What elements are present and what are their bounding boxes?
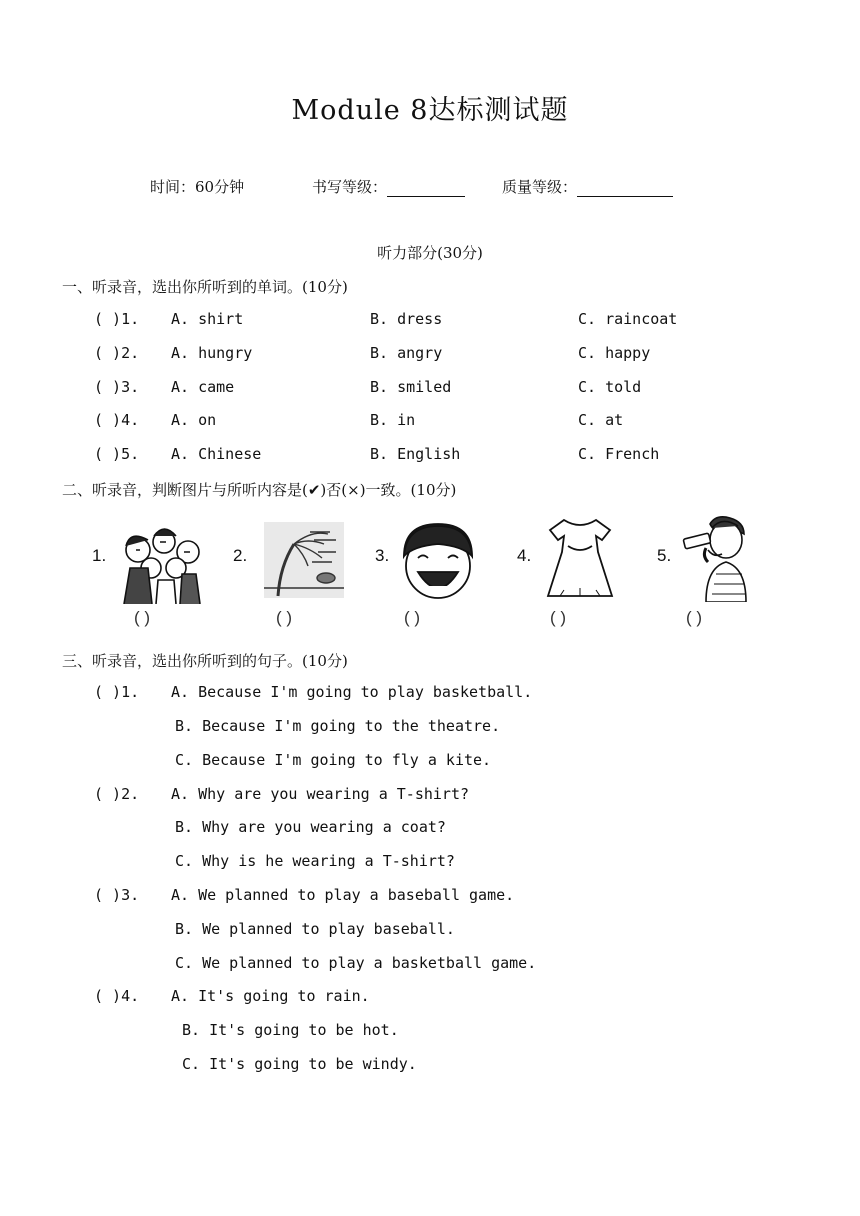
s1-q2-option-c: C. happy xyxy=(578,344,651,362)
section1-heading: 一、听录音，选出你所听到的单词。(10分) xyxy=(62,278,348,296)
section2-heading: 二、听录音，判断图片与所听内容是(✔)否(×)一致。(10分) xyxy=(62,481,457,499)
windy-tree-icon xyxy=(264,522,344,598)
picture-3-answer[interactable]: ( ) xyxy=(404,608,421,627)
quality-grade-blank[interactable] xyxy=(577,180,673,197)
s3-q1-number[interactable]: ( )1. xyxy=(94,683,140,701)
time-label: 时间：60分钟 xyxy=(150,178,245,196)
s1-q5-option-a: A. Chinese xyxy=(171,445,262,463)
s1-q5-number[interactable]: ( )5. xyxy=(94,445,140,463)
children-group-icon xyxy=(116,520,212,604)
section3-heading: 三、听录音，选出你所听到的句子。(10分) xyxy=(62,652,348,670)
writing-grade-text: 书写等级： xyxy=(312,178,388,196)
s1-q2-option-b: B. angry xyxy=(370,344,443,362)
s1-q4-option-b: B. in xyxy=(370,411,416,429)
s3-q1-option-b: B. Because I'm going to the theatre. xyxy=(175,717,501,735)
s1-q3-option-c: C. told xyxy=(578,378,642,396)
writing-grade-label xyxy=(312,176,465,197)
s3-q2-number[interactable]: ( )2. xyxy=(94,785,140,803)
picture-4-number: 4. xyxy=(517,546,532,565)
s1-q4-option-a: A. on xyxy=(171,411,217,429)
s1-q5-option-b: B. English xyxy=(370,445,461,463)
quality-grade-label xyxy=(502,176,673,197)
dress-icon xyxy=(546,516,614,600)
s3-q2-option-a: A. Why are you wearing a T-shirt? xyxy=(171,785,470,803)
s1-q4-option-c: C. at xyxy=(578,411,624,429)
quality-grade-text: 质量等级： xyxy=(502,178,578,196)
s3-q3-option-c: C. We planned to play a basketball game. xyxy=(175,954,537,972)
s3-q1-option-a: A. Because I'm going to play basketball. xyxy=(171,683,533,701)
writing-grade-blank[interactable] xyxy=(387,180,465,197)
picture-2-number: 2. xyxy=(233,546,248,565)
picture-3-number: 3. xyxy=(375,546,390,565)
s1-q2-number[interactable]: ( )2. xyxy=(94,344,140,362)
s3-q1-option-c: C. Because I'm going to fly a kite. xyxy=(175,751,492,769)
listening-heading: 听力部分(30分) xyxy=(377,244,483,262)
s3-q4-option-b: B. It's going to be hot. xyxy=(182,1021,399,1039)
s3-q4-option-c: C. It's going to be windy. xyxy=(182,1055,417,1073)
s3-q3-option-a: A. We planned to play a baseball game. xyxy=(171,886,515,904)
page-title: Module 8达标测试题 xyxy=(291,95,569,126)
s3-q3-number[interactable]: ( )3. xyxy=(94,886,140,904)
s3-q2-option-c: C. Why is he wearing a T-shirt? xyxy=(175,852,455,870)
s1-q1-option-a: A. shirt xyxy=(171,310,244,328)
laughing-face-icon xyxy=(398,522,478,602)
s1-q3-option-a: A. came xyxy=(171,378,235,396)
s1-q1-option-c: C. raincoat xyxy=(578,310,678,328)
s1-q1-option-b: B. dress xyxy=(370,310,443,328)
s1-q4-number[interactable]: ( )4. xyxy=(94,411,140,429)
s1-q2-option-a: A. hungry xyxy=(171,344,253,362)
s3-q3-option-b: B. We planned to play baseball. xyxy=(175,920,455,938)
s3-q4-number[interactable]: ( )4. xyxy=(94,987,140,1005)
boy-drinking-icon xyxy=(680,514,752,602)
picture-1-answer[interactable]: ( ) xyxy=(134,608,151,627)
picture-4-answer[interactable]: ( ) xyxy=(550,608,567,627)
picture-5-number: 5. xyxy=(657,546,672,565)
s1-q3-option-b: B. smiled xyxy=(370,378,452,396)
picture-2-answer[interactable]: ( ) xyxy=(276,608,293,627)
picture-5-answer[interactable]: ( ) xyxy=(686,608,703,627)
s3-q4-option-a: A. It's going to rain. xyxy=(171,987,370,1005)
s1-q5-option-c: C. French xyxy=(578,445,660,463)
s1-q3-number[interactable]: ( )3. xyxy=(94,378,140,396)
s3-q2-option-b: B. Why are you wearing a coat? xyxy=(175,818,446,836)
picture-1-number: 1. xyxy=(92,546,107,565)
s1-q1-number[interactable]: ( )1. xyxy=(94,310,140,328)
